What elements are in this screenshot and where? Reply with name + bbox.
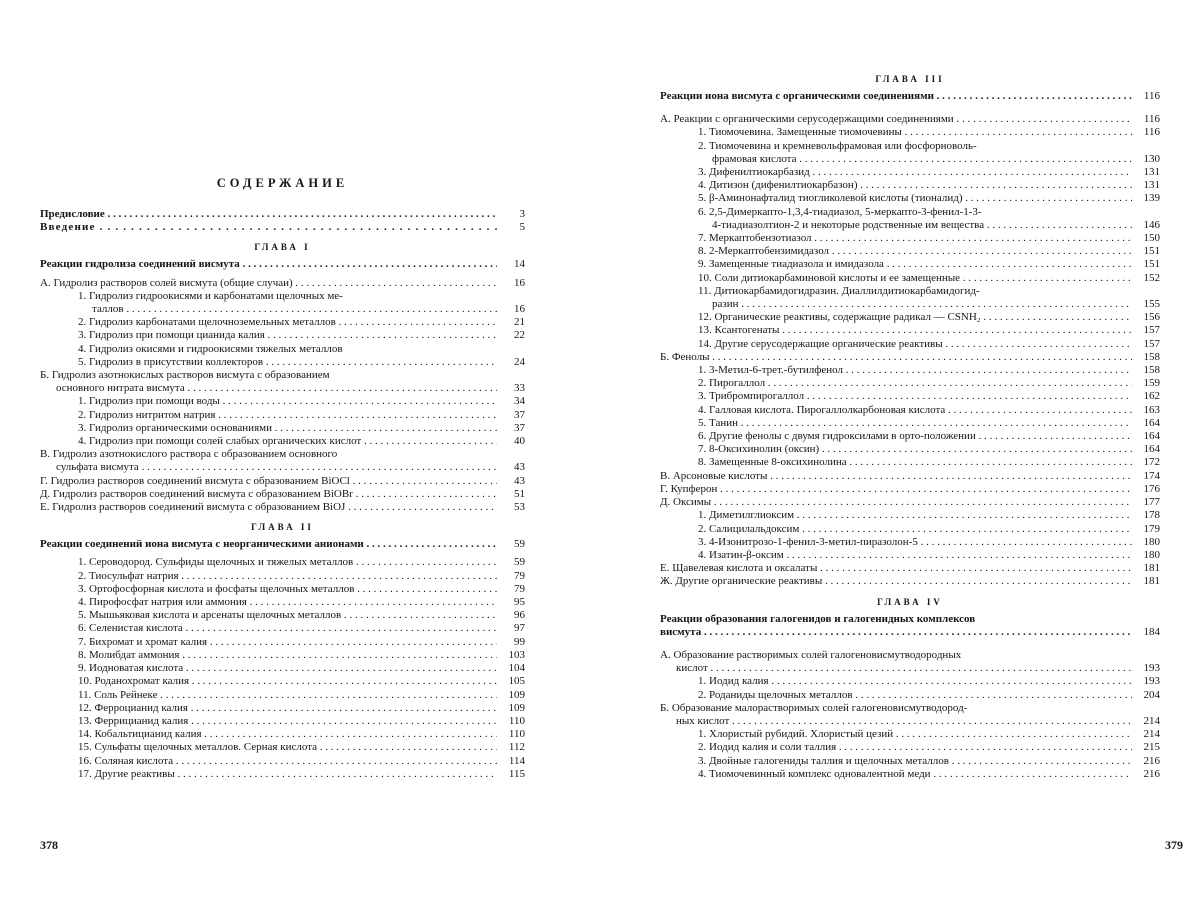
toc-entry-title: 4. Гидролиз окисями и гидроокисями тяжелых металлов	[78, 342, 343, 355]
page-number-right: 379	[1165, 838, 1183, 852]
toc-entry	[660, 613, 1160, 626]
toc-entry-title: В. Арсоновые кислоты . . .	[660, 470, 1132, 483]
toc-entry	[40, 583, 525, 596]
toc-entry	[40, 395, 525, 408]
toc-entry	[40, 343, 525, 356]
toc-entry-page: 216	[1143, 767, 1160, 780]
toc-entry-title: кислот . . .	[660, 662, 1132, 675]
toc-entry-title: 8. Замещенные 8-оксихинолина . . .	[660, 456, 1132, 469]
toc-entry	[40, 208, 525, 221]
toc-entry-title: 2. Салицилальдоксим . . .	[660, 523, 1132, 536]
toc-entry-page: 79	[514, 582, 525, 595]
toc-entry-title: Е. Гидролиз растворов соединений висмута с образованием BiOJ . . .	[40, 501, 497, 514]
toc-entry	[660, 90, 1160, 103]
toc-entry-page: 105	[508, 675, 525, 688]
chapter-heading: ГЛАВА III	[875, 74, 945, 84]
chapter-heading: ГЛАВА I	[254, 242, 311, 253]
toc-entry-title: 10. Соли дитиокарбаминовой кислоты и ее замещенные . . .	[660, 272, 1132, 285]
toc-entry-page: 157	[1143, 337, 1160, 350]
toc-entry-page: 16	[514, 276, 525, 289]
toc-entry-title: 4. Дитизон (дифенилтиокарбазон) . . .	[660, 179, 1132, 192]
toc-entry-title: 3. Дифенилтиокарбазид . . .	[660, 166, 1132, 179]
toc-entry-title: 3. 4-Изонитрозо-1-фенил-3-метил-пиразолон-5 . . .	[660, 536, 1132, 549]
toc-entry-page: 150	[1143, 232, 1160, 245]
toc-entry-title: 5. Танин . . .	[660, 417, 1132, 430]
toc-entry-title: 2. Гидролиз нитритом натрия . . .	[40, 409, 497, 422]
toc-entry-page: 59	[514, 556, 525, 569]
toc-entry-title: Введение . . .	[40, 221, 497, 234]
toc-entry	[40, 675, 525, 688]
toc-entry-title: 2. Иодид калия и соли таллия . . .	[660, 741, 1132, 754]
toc-entry	[40, 570, 525, 583]
toc-entry	[660, 728, 1160, 741]
toc-entry	[660, 702, 1160, 715]
toc-entry-title: 1. Иодид калия . . .	[660, 675, 1132, 688]
toc-entry-title: 4. Гидролиз при помощи солей слабых органических кислот . . .	[40, 435, 497, 448]
toc-entry-page: 34	[514, 395, 525, 408]
toc-entry	[40, 382, 525, 395]
toc-entry	[40, 596, 525, 609]
toc-entry	[660, 206, 1160, 219]
toc-entry	[660, 258, 1160, 271]
toc-entry-page: 151	[1143, 245, 1160, 258]
toc-entry	[660, 626, 1160, 639]
toc-entry	[40, 556, 525, 569]
toc-entry-page: 40	[514, 435, 525, 448]
toc-entry-title: 2. Тиомочевина и кремневольфрамовая или фосфорноволь-	[698, 139, 977, 152]
toc-entry-title: 14. Кобальтицианид калия . . .	[40, 728, 497, 741]
toc-entry-page: 214	[1143, 714, 1160, 727]
toc-entry-title: Реакции иона висмута с органическими соединениями . . .	[660, 90, 1132, 103]
toc-entry-page: 114	[508, 754, 525, 767]
toc-entry-title: 3. Ортофосфорная кислота и фосфаты щелочных металлов . . .	[40, 583, 497, 596]
toc-entry	[660, 523, 1160, 536]
toc-entry	[40, 329, 525, 342]
toc-entry-title: Д. Гидролиз растворов соединений висмута с образованием BiOBr . . .	[40, 488, 497, 501]
toc-entry	[660, 364, 1160, 377]
toc-entry	[660, 675, 1160, 688]
toc-entry-title: 1. Гидролиз гидроокисями и карбонатами щелочных ме-	[78, 289, 343, 302]
toc-entry	[660, 219, 1160, 232]
toc-entry-title: 4. Изатин-β-оксим . . .	[660, 549, 1132, 562]
toc-entry	[40, 538, 525, 551]
toc-entry-page: 172	[1143, 456, 1160, 469]
toc-entry-title: 7. Бихромат и хромат калия . . .	[40, 636, 497, 649]
toc-entry-page: 110	[508, 728, 525, 741]
toc-entry	[40, 636, 525, 649]
toc-entry-title: 4. Галловая кислота. Пирогаллолкарбоновая кислота . . .	[660, 404, 1132, 417]
toc-entry-page: 104	[508, 662, 525, 675]
toc-entry-title: ных кислот . . .	[660, 715, 1132, 728]
toc-entry	[40, 768, 525, 781]
toc-entry	[40, 316, 525, 329]
toc-entry	[660, 192, 1160, 205]
toc-entry-page: 193	[1143, 662, 1160, 675]
toc-entry-title: 3. Гидролиз при помощи цианида калия . . .	[40, 329, 497, 342]
toc-entry	[40, 662, 525, 675]
toc-entry	[660, 741, 1160, 754]
toc-entry-page: 215	[1143, 741, 1160, 754]
toc-entry-page: 110	[508, 714, 525, 727]
left-toc	[40, 168, 525, 781]
toc-entry-page: 158	[1143, 350, 1160, 363]
toc-entry-title: А. Реакции с органическими серусодержащими соединениями . . .	[660, 113, 1132, 126]
toc-entry	[40, 689, 525, 702]
toc-entry-title: 14. Другие серусодержащие органические реактивы . . .	[660, 338, 1132, 351]
toc-entry	[40, 409, 525, 422]
toc-entry-page: 164	[1143, 443, 1160, 456]
toc-entry-title: 16. Соляная кислота . . .	[40, 755, 497, 768]
toc-entry-page: 151	[1143, 258, 1160, 271]
chapter-heading: ГЛАВА II	[251, 522, 314, 533]
toc-entry	[660, 232, 1160, 245]
toc-entry-title: 9. Иодноватая кислота . . .	[40, 662, 497, 675]
toc-entry-title: 17. Другие реактивы . . .	[40, 768, 497, 781]
toc-entry-title: 1. Хлористый рубидий. Хлористый цезий . . .	[660, 728, 1132, 741]
toc-entry-page: 43	[514, 461, 525, 474]
left-page	[0, 0, 560, 906]
toc-entry	[660, 443, 1160, 456]
page-number-left: 378	[40, 838, 58, 852]
toc-entry-page: 180	[1143, 535, 1160, 548]
toc-entry-title: 3. Двойные галогениды таллия и щелочных металлов . . .	[660, 755, 1132, 768]
toc-entry	[660, 483, 1160, 496]
toc-entry	[40, 356, 525, 369]
toc-entry-title: 4. Тиомочевинный комплекс одновалентной меди . . .	[660, 768, 1132, 781]
toc-entry-page: 180	[1143, 548, 1160, 561]
toc-entry-title: 6. Другие фенолы с двумя гидроксилами в орто-положении . . .	[660, 430, 1132, 443]
toc-entry-page: 184	[1143, 625, 1160, 638]
toc-entry-page: 59	[514, 538, 525, 551]
toc-entry-page: 16	[514, 303, 525, 316]
toc-entry	[40, 303, 525, 316]
toc-entry	[660, 562, 1160, 575]
toc-entry-page: 21	[514, 316, 525, 329]
toc-entry-title: Ж. Другие органические реактивы . . .	[660, 575, 1132, 588]
toc-entry	[660, 338, 1160, 351]
toc-entry	[660, 689, 1160, 702]
toc-entry	[660, 662, 1160, 675]
toc-entry-page: 116	[1143, 113, 1160, 126]
toc-entry-title: Б. Фенолы . . .	[660, 351, 1132, 364]
toc-entry-page: 177	[1143, 496, 1160, 509]
toc-entry	[40, 741, 525, 754]
toc-entry-page: 116	[1143, 90, 1160, 102]
toc-entry-page: 5	[519, 221, 525, 234]
toc-entry-title: 8. 2-Меркаптобензимидазол . . .	[660, 245, 1132, 258]
toc-entry-title: Д. Оксимы . . .	[660, 496, 1132, 509]
toc-entry-title: 4-тиадиазолтион-2 и некоторые родственные им вещества . . .	[660, 219, 1132, 232]
toc-entry-page: 43	[514, 474, 525, 487]
toc-entry	[660, 649, 1160, 662]
toc-entry-title: 7. 8-Оксихинолин (оксин) . . .	[660, 443, 1132, 456]
toc-entry-page: 131	[1143, 179, 1160, 192]
toc-entry	[40, 369, 525, 382]
toc-entry-title: 15. Сульфаты щелочных металлов. Серная кислота . . .	[40, 741, 497, 754]
toc-heading: СОДЕРЖАНИЕ	[216, 176, 349, 190]
toc-entry-page: 193	[1143, 675, 1160, 688]
toc-entry-page: 164	[1143, 416, 1160, 429]
toc-entry	[660, 140, 1160, 153]
right-page	[640, 0, 1200, 906]
toc-entry	[660, 377, 1160, 390]
toc-entry-title: Реакции образования галогенидов и галогенидных комплексов	[660, 612, 976, 625]
toc-entry-page: 139	[1143, 192, 1160, 205]
toc-entry-title: 13. Феррицианид калия . . .	[40, 715, 497, 728]
toc-entry	[660, 166, 1160, 179]
toc-entry-title: 5. Мышьяковая кислота и арсенаты щелочных металлов . . .	[40, 609, 497, 622]
toc-entry-page: 109	[508, 701, 525, 714]
toc-entry	[40, 277, 525, 290]
toc-entry	[40, 501, 525, 514]
toc-entry	[660, 245, 1160, 258]
toc-entry	[660, 126, 1160, 139]
toc-entry-page: 179	[1143, 522, 1160, 535]
toc-entry	[660, 404, 1160, 417]
toc-entry-title: 12. Ферроцианид калия . . .	[40, 702, 497, 715]
toc-entry	[660, 496, 1160, 509]
toc-entry	[40, 461, 525, 474]
toc-entry	[40, 715, 525, 728]
toc-entry-page: 204	[1143, 688, 1160, 701]
toc-entry-page: 146	[1143, 218, 1160, 231]
toc-entry-page: 214	[1143, 728, 1160, 741]
toc-entry-title: Г. Купферон . . .	[660, 483, 1132, 496]
toc-entry	[40, 435, 525, 448]
toc-entry-title: таллов . . .	[40, 303, 497, 316]
toc-entry	[660, 113, 1160, 126]
toc-entry	[660, 153, 1160, 166]
toc-entry-page: 157	[1143, 324, 1160, 337]
toc-entry-page: 53	[514, 501, 525, 514]
toc-entry-page: 14	[514, 258, 525, 271]
toc-entry-page: 216	[1143, 754, 1160, 767]
toc-entry	[40, 422, 525, 435]
toc-entry-page: 130	[1143, 152, 1160, 165]
toc-entry-title: 2. Роданиды щелочных металлов . . .	[660, 689, 1132, 702]
toc-entry-title: 1. Гидролиз при помощи воды . . .	[40, 395, 497, 408]
toc-entry-title: 4. Пирофосфат натрия или аммония . . .	[40, 596, 497, 609]
toc-entry	[660, 324, 1160, 337]
toc-entry	[40, 258, 525, 271]
toc-entry-page: 112	[508, 741, 525, 754]
toc-entry-title: А. Образование растворимых солей галогеновисмутводородных	[660, 648, 962, 661]
toc-entry-title: Реакции гидролиза соединений висмута . . .	[40, 258, 497, 271]
toc-entry-title: 6. Селенистая кислота . . .	[40, 622, 497, 635]
chapter-heading: ГЛАВА IV	[877, 596, 943, 607]
toc-entry	[660, 417, 1160, 430]
toc-entry-page: 51	[514, 487, 525, 500]
toc-entry-title: 6. 2,5-Димеркапто-1,3,4-тиадиазол, 5-меркапто-3-фенил-1-3-	[698, 205, 982, 218]
toc-entry-title: 7. Меркаптобензотиазол . . .	[660, 232, 1132, 245]
toc-entry-page: 37	[514, 421, 525, 434]
toc-entry	[660, 272, 1160, 285]
toc-entry-page: 162	[1143, 390, 1160, 403]
toc-entry	[40, 728, 525, 741]
toc-entry-page: 37	[514, 408, 525, 421]
toc-entry-title: 1. Тиомочевина. Замещенные тиомочевины . . .	[660, 126, 1132, 139]
toc-entry-page: 3	[519, 208, 525, 220]
toc-entry-page: 131	[1143, 166, 1160, 179]
toc-entry-title: висмута . . .	[660, 626, 1132, 639]
toc-entry	[40, 609, 525, 622]
toc-entry-title: 5. Гидролиз в присутствии коллекторов . . .	[40, 356, 497, 369]
toc-entry-title: 8. Молибдат аммония . . .	[40, 649, 497, 662]
toc-entry-page: 109	[508, 688, 525, 701]
toc-entry-title: 2. Пирогаллол . . .	[660, 377, 1132, 390]
toc-entry-title: 11. Соль Рейнеке . . .	[40, 689, 497, 702]
toc-entry	[660, 298, 1160, 311]
toc-entry-page: 156	[1143, 311, 1160, 324]
toc-entry-page: 24	[514, 355, 525, 368]
toc-entry	[40, 475, 525, 488]
toc-entry	[660, 470, 1160, 483]
toc-entry-title: 1. Диметилглиоксим . . .	[660, 509, 1132, 522]
toc-entry	[40, 221, 525, 234]
toc-entry-title: В. Гидролиз азотнокислого раствора с образованием основного	[40, 448, 338, 461]
toc-entry-page: 178	[1143, 509, 1160, 522]
toc-entry-title: А. Гидролиз растворов солей висмута (общие случаи) . . .	[40, 277, 497, 290]
toc-entry-page: 152	[1143, 271, 1160, 284]
toc-entry-page: 99	[514, 635, 525, 648]
toc-entry-page: 79	[514, 569, 525, 582]
toc-entry-title: 1. Сероводород. Сульфиды щелочных и тяжелых металлов . . .	[40, 556, 497, 569]
toc-entry-page: 181	[1143, 562, 1160, 575]
toc-entry-page: 116	[1143, 126, 1160, 139]
toc-entry	[40, 290, 525, 303]
toc-entry-page: 159	[1143, 377, 1160, 390]
toc-entry	[660, 509, 1160, 522]
toc-entry	[40, 755, 525, 768]
toc-entry-title: Реакции соединений иона висмута с неорганическими анионами . . .	[40, 538, 497, 551]
toc-entry-title: 13. Ксантогенаты . . .	[660, 324, 1132, 337]
toc-entry	[40, 702, 525, 715]
toc-entry	[660, 755, 1160, 768]
toc-entry	[660, 715, 1160, 728]
toc-entry-title: Б. Образование малорастворимых солей галогеновисмутводород-	[660, 701, 968, 714]
toc-entry-title: Б. Гидролиз азотнокислых растворов висмута с образованием	[40, 369, 330, 382]
toc-entry-title: Предисловие . . .	[40, 208, 497, 221]
toc-entry	[660, 311, 1160, 324]
toc-entry-page: 95	[514, 596, 525, 609]
toc-entry-page: 115	[508, 767, 525, 780]
toc-entry	[660, 768, 1160, 781]
toc-entry-title: Е. Щавелевая кислота и оксалаты . . .	[660, 562, 1132, 575]
toc-entry-page: 174	[1143, 469, 1160, 482]
toc-entry-page: 158	[1143, 364, 1160, 377]
toc-entry-page: 33	[514, 382, 525, 395]
toc-entry-page: 176	[1143, 482, 1160, 495]
toc-entry-title: 11. Дитиокарбамидогидразин. Диаллилдитиокарбамидогид-	[698, 284, 980, 297]
toc-entry-title: разин . . .	[660, 298, 1132, 311]
toc-entry-page: 103	[508, 648, 525, 661]
toc-entry-page: 155	[1143, 298, 1160, 311]
toc-entry	[40, 448, 525, 461]
toc-entry	[660, 179, 1160, 192]
toc-entry-title: Г. Гидролиз растворов соединений висмута с образованием BiOCl . . .	[40, 475, 497, 488]
toc-entry	[660, 285, 1160, 298]
toc-entry-page: 96	[514, 609, 525, 622]
toc-entry-title: 9. Замещенные тиадиазола и имидазола . . .	[660, 258, 1132, 271]
toc-entry-title: 2. Гидролиз карбонатами щелочноземельных металлов . . .	[40, 316, 497, 329]
toc-entry	[40, 649, 525, 662]
toc-entry	[40, 488, 525, 501]
toc-entry	[660, 456, 1160, 469]
toc-entry	[40, 622, 525, 635]
toc-entry-title: 3. Гидролиз органическими основаниями . . .	[40, 422, 497, 435]
toc-entry	[660, 390, 1160, 403]
toc-entry-title: 2. Тиосульфат натрия . . .	[40, 570, 497, 583]
toc-entry-page: 164	[1143, 430, 1160, 443]
toc-entry	[660, 351, 1160, 364]
toc-entry-page: 97	[514, 622, 525, 635]
toc-entry-title: 1. 3-Метил-6-трет.-бутилфенол . . .	[660, 364, 1132, 377]
toc-entry	[660, 549, 1160, 562]
toc-entry-title: сульфата висмута . . .	[40, 461, 497, 474]
toc-entry-title: 12. Органические реактивы, содержащие радикал — CSNH₂ . . .	[660, 311, 1132, 324]
toc-entry-title: 10. Роданохромат калия . . .	[40, 675, 497, 688]
toc-entry-page: 22	[514, 329, 525, 342]
toc-entry-title: 3. Трибромпирогаллол . . .	[660, 390, 1132, 403]
toc-entry-title: фрамовая кислота . . .	[660, 153, 1132, 166]
toc-entry-title: основного нитрата висмута . . .	[40, 382, 497, 395]
toc-entry	[660, 575, 1160, 588]
toc-entry	[660, 430, 1160, 443]
toc-entry-title: 5. β-Аминонафталид тиогликолевой кислоты (тионалид) . . .	[660, 192, 1132, 205]
toc-entry	[660, 536, 1160, 549]
toc-entry-page: 163	[1143, 403, 1160, 416]
right-toc	[660, 66, 1160, 781]
toc-entry-page: 181	[1143, 575, 1160, 588]
